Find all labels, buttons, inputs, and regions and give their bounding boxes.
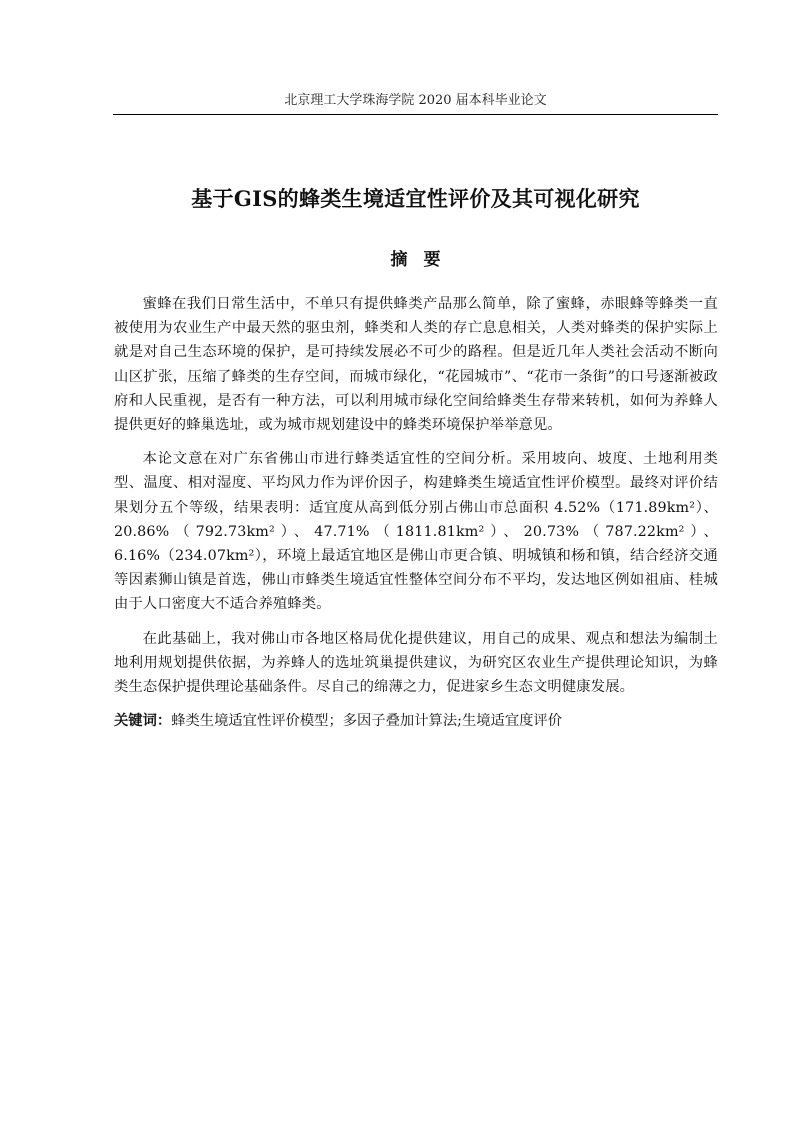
abstract-paragraph: 蜜蜂在我们日常生活中，不单只有提供蜂类产品那么简单，除了蜜蜂，赤眼蜂等蜂类一直被使用为农业生产中最天然的驱虫剂，蜂类和人类的存亡息息相关，人类对蜂类的保护实际上就是对自己生态环境的保护，是可持续发展必不可少的路程。但是近几年人类社会活动不断向山区扩张，压缩了蜂类的生存空间，而城市绿化，“花园城市”、“花市一条街”的口号逐渐被政府和人民重视，是否有一种方法，可以利用城市绿化空间给蜂类生存带来转机，如何为养蜂人提供更好的蜂巢选址，或为城市规划建设中的蜂类环境保护举举意见。	[114, 296, 718, 434]
page-header: 北京理工大学珠海学院 2020 届本科毕业论文	[284, 93, 547, 108]
paper-title: 基于GIS的蜂类生境适宜性评价及其可视化研究	[191, 186, 640, 211]
abstract-heading: 摘要	[390, 250, 457, 270]
header-divider	[113, 114, 718, 115]
abstract-paragraph: 在此基础上，我对佛山市各地区格局优化提供建议，用自己的成果、观点和想法为编制土地利用规划提供依据，为养蜂人的选址筑巢提供建议，为研究区农业生产提供理论知识，为蜂类生态保护提供理论基础条件。尽自己的绵薄之力，促进家乡生态文明健康发展。	[114, 630, 718, 696]
keywords-line	[114, 709, 718, 733]
abstract-body	[114, 292, 718, 733]
keywords-text: 蜂类生境适宜性评价模型；多因子叠加计算法;生境适宜度评价	[171, 713, 563, 730]
keywords-label: 关键词：	[114, 713, 172, 730]
abstract-paragraph: 本论文意在对广东省佛山市进行蜂类适宜性的空间分析。采用坡向、坡度、土地利用类型、温度、相对湿度、平均风力作为评价因子，构建蜂类生境适宜性评价模型。最终对评价结果划分五个等级，结果表明：适宜度从高到低分别占佛山市总面积 4.52%（171.89km²）、20.86%（792.73km²）、47.71%（1811.81km²）、20.73%（787.22km²）、6.16%（234.07km²），环境上最适宜地区是佛山市更合镇、明城镇和杨和镇，结合经济交通等因素狮山镇是首选，佛山市蜂类生境适宜性整体空间分布不平均，发达地区例如祖庙、桂城由于人口密度大不适合养殖蜂类。	[114, 451, 718, 613]
